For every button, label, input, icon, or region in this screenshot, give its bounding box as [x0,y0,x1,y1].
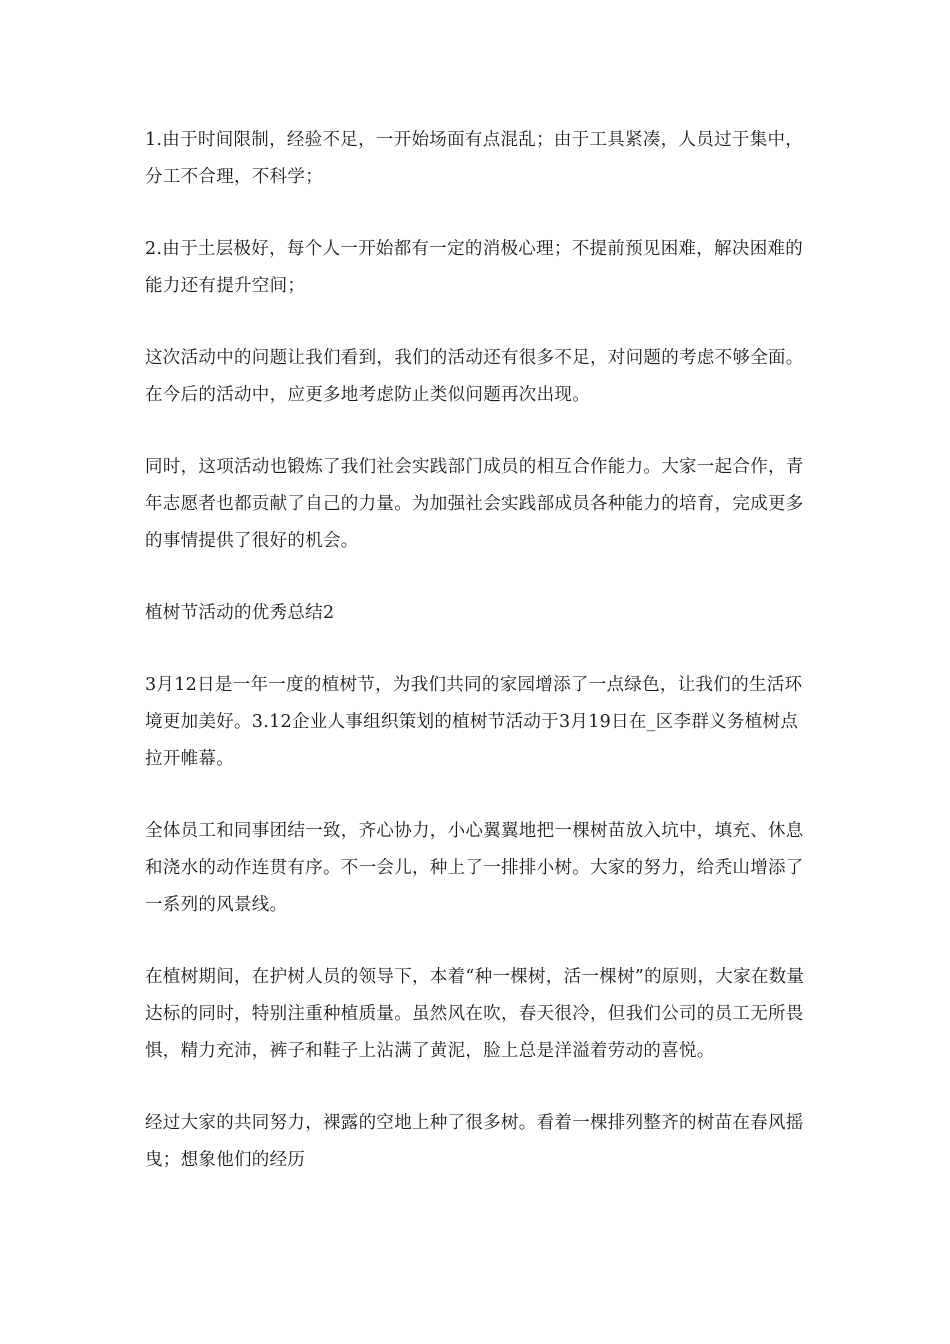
paragraph-7: 在植树期间，在护树人员的领导下，本着“种一棵树，活一棵树”的原则，大家在数量达标的同时，特别注重种植质量。虽然风在吹，春天很冷，但我们公司的员工无所畏惧，精力充沛，裤子和鞋子上沾满了黄泥，脸上总是洋溢着劳动的喜悦。 [145,967,805,1061]
paragraph-1: 1.由于时间限制，经验不足，一开始场面有点混乱；由于工具紧凑，人员过于集中，分工不合理，不科学； [145,130,804,187]
document-body [145,122,815,1214]
paragraph-5: 3月12日是一年一度的植树节，为我们共同的家园增添了一点绿色，让我们的生活环境更加美好。3.12企业人事组织策划的植树节活动于3月19日在_区李群义务植树点拉开帷幕。 [145,675,803,769]
section-heading: 植树节活动的优秀总结2 [145,603,335,623]
paragraph-3: 这次活动中的问题让我们看到，我们的活动还有很多不足，对问题的考虑不够全面。在今后的活动中，应更多地考虑防止类似问题再次出现。 [145,348,804,405]
paragraph-6: 全体员工和同事团结一致，齐心协力，小心翼翼地把一棵树苗放入坑中，填充、休息和浇水的动作连贯有序。不一会儿，种上了一排排小树。大家的努力，给秃山增添了一系列的风景线。 [145,821,804,915]
paragraph-4: 同时，这项活动也锻炼了我们社会实践部门成员的相互合作能力。大家一起合作，青年志愿者也都贡献了自己的力量。为加强社会实践部成员各种能力的培育，完成更多的事情提供了很好的机会。 [145,457,804,551]
paragraph-8: 经过大家的共同努力，裸露的空地上种了很多树。看着一棵排列整齐的树苗在春风摇曳；想象他们的经历 [145,1113,804,1170]
paragraph-2: 2.由于土层极好，每个人一开始都有一定的消极心理；不提前预见困难，解决困难的能力还有提升空间； [145,239,804,296]
